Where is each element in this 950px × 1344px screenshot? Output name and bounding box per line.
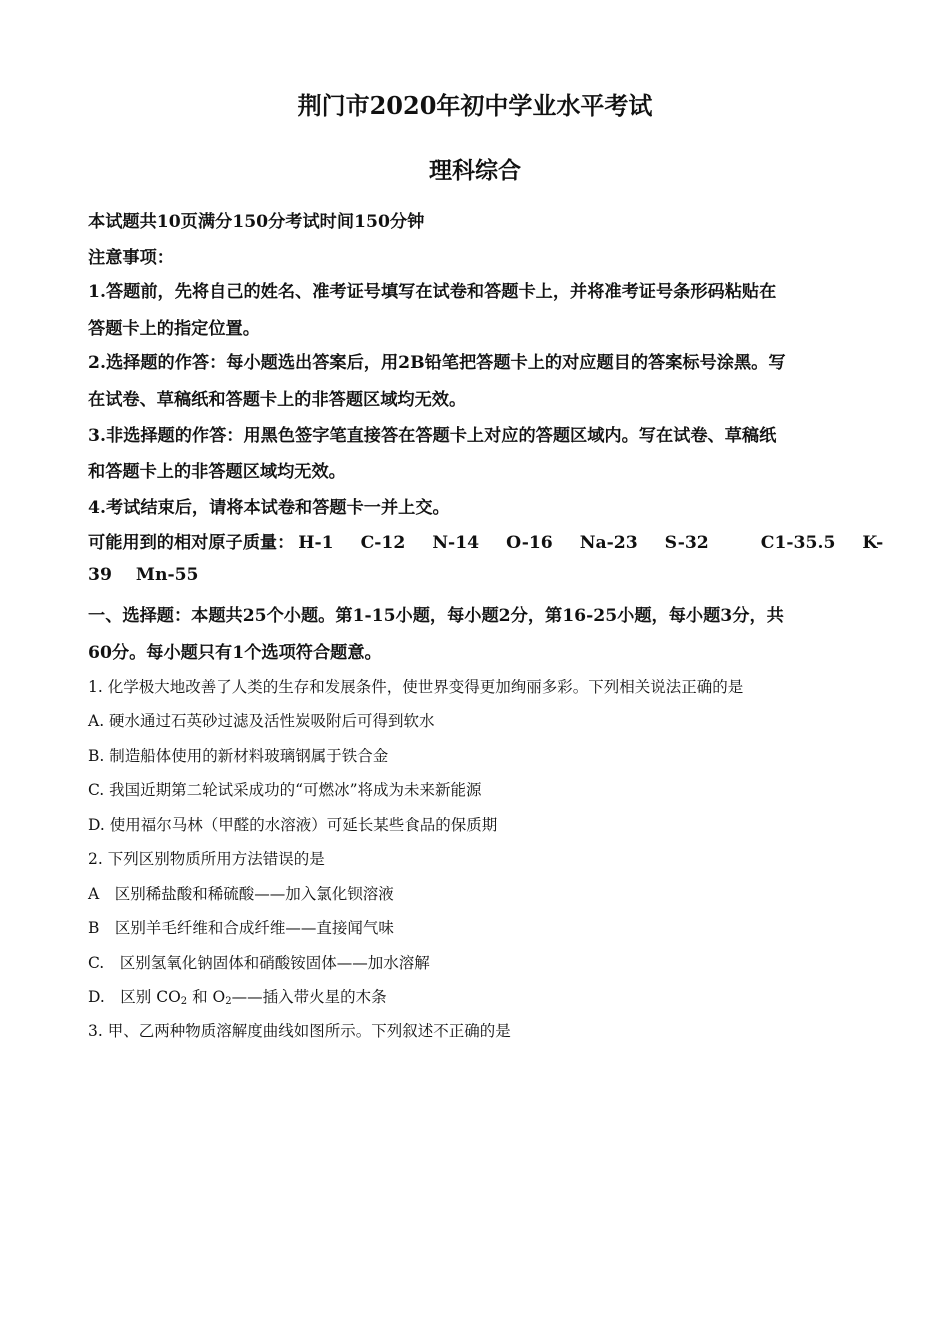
page-title: 荆门市2020年初中学业水平考试 (297, 91, 653, 120)
notice-line: 4.考试结束后，请将本试卷和答题卡一并上交。 (88, 498, 450, 518)
section-heading: 60分。每小题只有1个选项符合题意。 (88, 643, 382, 663)
question-1-stem: 1. 化学极大地改善了人类的生存和发展条件，使世界变得更加绚丽多彩。下列相关说法正确的是 (88, 678, 744, 696)
notice-line: 3.非选择题的作答：用黑色签字笔直接答在答题卡上对应的答题区域内。写在试卷、草稿纸 (88, 426, 777, 446)
exam-info: 本试题共10页满分150分考试时间150分钟 (88, 212, 425, 232)
subscript: 2 (180, 996, 188, 1007)
notice-line: 在试卷、草稿纸和答题卡上的非答题区域均无效。 (88, 390, 467, 410)
option-text: 和 O (187, 988, 226, 1006)
page-subtitle: 理科综合 (429, 157, 521, 184)
question-3-stem: 3. 甲、乙两种物质溶解度曲线如图所示。下列叙述不正确的是 (88, 1022, 511, 1040)
atomic-mass: H-1 (298, 533, 334, 553)
atomic-mass: K- (862, 533, 884, 553)
notice-line: 2.选择题的作答：每小题选出答案后，用2B铅笔把答题卡上的对应题目的答案标号涂黑。写 (88, 353, 786, 373)
atomic-mass: C-12 (360, 533, 406, 553)
question-2-option-c: C. 区别氢氧化钠固体和硝酸铵固体——加水溶解 (88, 954, 430, 972)
section-heading: 一、选择题：本题共25个小题。第1-15小题，每小题2分，第16-25小题，每小题3分，共 (88, 606, 784, 626)
atomic-mass: Na-23 (579, 533, 638, 553)
notice-line: 答题卡上的指定位置。 (88, 319, 260, 339)
atomic-mass: O-16 (506, 533, 553, 553)
atomic-mass: C1-35.5 (760, 533, 836, 553)
atomic-mass: N-14 (432, 533, 480, 553)
atomic-label: 可能用到的相对原子质量： (88, 533, 295, 553)
question-2-option-a: A 区别稀盐酸和稀硫酸——加入氯化钡溶液 (88, 885, 394, 903)
atomic-mass: S-32 (664, 533, 709, 553)
notice-title: 注意事项： (88, 248, 174, 268)
question-1-option-d: D. 使用福尔马林（甲醛的水溶液）可延长某些食品的保质期 (88, 816, 498, 834)
atomic-mass: Mn-55 (135, 565, 199, 585)
atomic-masses-cont (88, 565, 863, 585)
subscript: 2 (225, 996, 232, 1007)
question-1-option-a: A. 硬水通过石英砂过滤及活性炭吸附后可得到软水 (88, 712, 435, 730)
question-1-option-b: B. 制造船体使用的新材料玻璃钢属于铁合金 (88, 747, 389, 765)
notice-line: 和答题卡上的非答题区域均无效。 (88, 462, 346, 482)
question-2-option-b: B 区别羊毛纤维和合成纤维——直接闻气味 (88, 919, 394, 937)
atomic-masses (88, 528, 884, 553)
atomic-mass: 39 (88, 565, 112, 585)
question-2-stem: 2. 下列区别物质所用方法错误的是 (88, 850, 325, 868)
question-1-option-c: C. 我国近期第二轮试采成功的“可燃冰”将成为未来新能源 (88, 781, 482, 799)
option-text: ——插入带火星的木条 (231, 988, 387, 1006)
notice-line: 1.答题前，先将自己的姓名、准考证号填写在试卷和答题卡上，并将准考证号条形码粘贴在 (88, 282, 777, 302)
option-text: D. 区别 CO (88, 988, 181, 1006)
question-2-option-d (88, 985, 863, 1007)
